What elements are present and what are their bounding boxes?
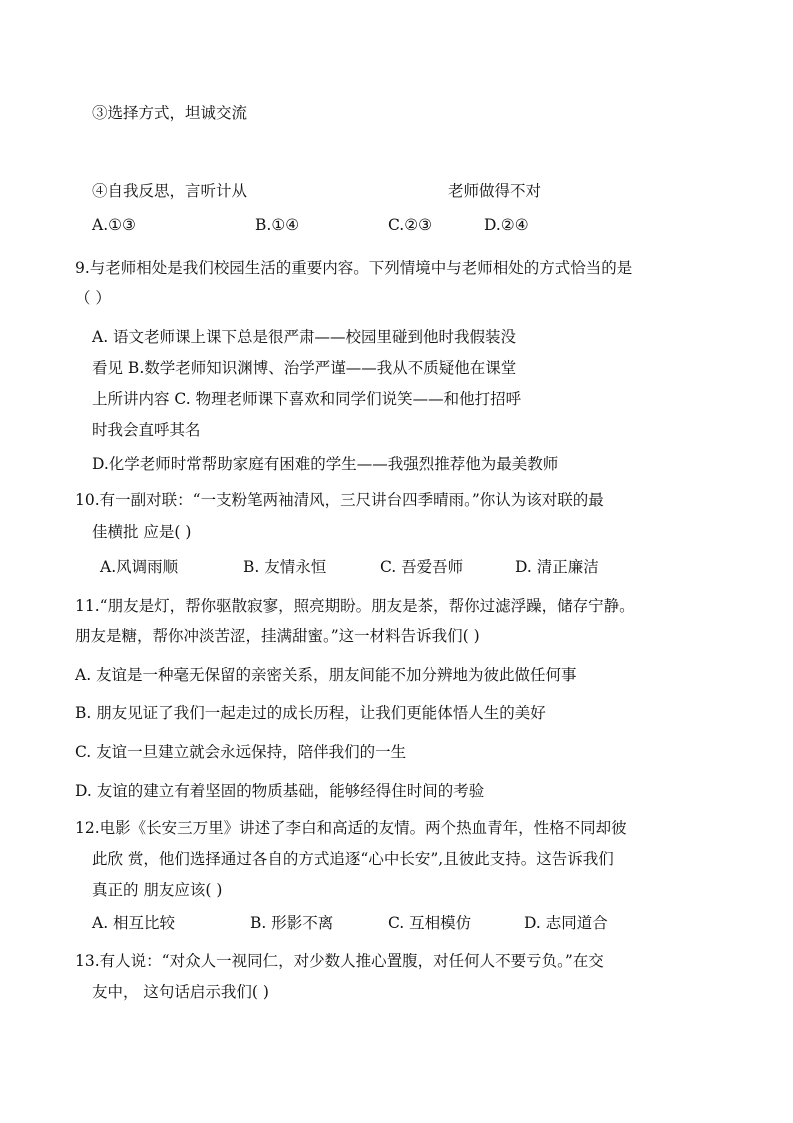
q11-option-d: D. 友谊的建立有着坚固的物质基础，能够经得住时间的考验 [75,782,485,800]
q12-option-d: D. 志同道合 [524,914,608,932]
q10-option-b: B. 友情永恒 [243,558,327,576]
q9-option-line-2: 看见 B.数学老师知识渊博、治学严谨——我从不质疑他在课堂 [92,359,517,377]
q11-option-b: B. 朋友见证了我们一起走过的成长历程，让我们更能体悟人生的美好 [75,704,546,722]
q12-option-c: C. 互相模仿 [388,914,472,932]
q12-option-b: B. 形影不离 [250,914,334,932]
q10-option-d: D. 清正廉洁 [515,558,599,576]
q8-item-3: ③选择方式，坦诚交流 [92,104,248,122]
q13-stem-line-2: 友中， 这句话启示我们( ) [92,983,269,1001]
q9-option-line-1: A. 语文老师课上课下总是很严肃——校园里碰到他时我假装没 [92,328,517,346]
q9-stem-line-1: 9.与老师相处是我们校园生活的重要内容。下列情境中与老师相处的方式恰当的是 [75,259,633,277]
q12-stem-line-3: 真正的 朋友应该( ) [92,881,223,899]
q9-option-d: D.化学老师时常帮助家庭有困难的学生——我强烈推荐他为最美教师 [92,455,559,473]
q8-option-d: D.②④ [484,216,529,234]
q9-stem-line-2: （ ） [75,289,111,307]
q10-option-c: C. 吾爱吾师 [380,558,464,576]
q12-stem-line-1: 12.电影《长安三万里》讲述了李白和高适的友情。两个热血青年，性格不同却彼 [75,819,627,837]
q12-option-a: A. 相互比较 [92,914,176,932]
q12-stem-line-2: 此欣 赏，他们选择通过各自的方式追逐“心中长安”,且彼此支持。这告诉我们 [92,850,614,868]
q11-option-a: A. 友谊是一种毫无保留的亲密关系，朋友间能不加分辨地为彼此做任何事 [75,666,577,684]
q10-stem-line-1: 10.有一副对联：“一支粉笔两袖清风，三尺讲台四季晴雨。”你认为该对联的最 [75,491,604,509]
q10-option-a: A.风调雨顺 [100,558,179,576]
q8-option-a: A.①③ [92,216,136,234]
q8-item-4-right: 老师做得不对 [448,182,542,200]
q13-stem-line-1: 13.有人说：“对众人一视同仁，对少数人推心置腹，对任何人不要亏负。”在交 [75,952,604,970]
q11-stem-line-1: 11.“朋友是灯，帮你驱散寂寥，照亮期盼。朋友是茶，帮你过滤浮躁，储存宁静。 [75,597,635,615]
q10-stem-line-2: 佳横批 应是( ) [92,523,192,541]
q8-item-4: ④自我反思，言听计从 [92,182,248,200]
q8-option-b: B.①④ [255,216,300,234]
q11-option-c: C. 友谊一旦建立就会永远保持，陪伴我们的一生 [75,743,407,761]
q9-option-line-4: 时我会直呼其名 [92,421,201,439]
q9-option-line-3: 上所讲内容 C. 物理老师课下喜欢和同学们说笑——和他打招呼 [92,390,522,408]
q8-option-c: C.②③ [388,216,433,234]
q11-stem-line-2: 朋友是糖，帮你冲淡苦涩，挂满甜蜜。”这一材料告诉我们( ) [75,627,480,645]
